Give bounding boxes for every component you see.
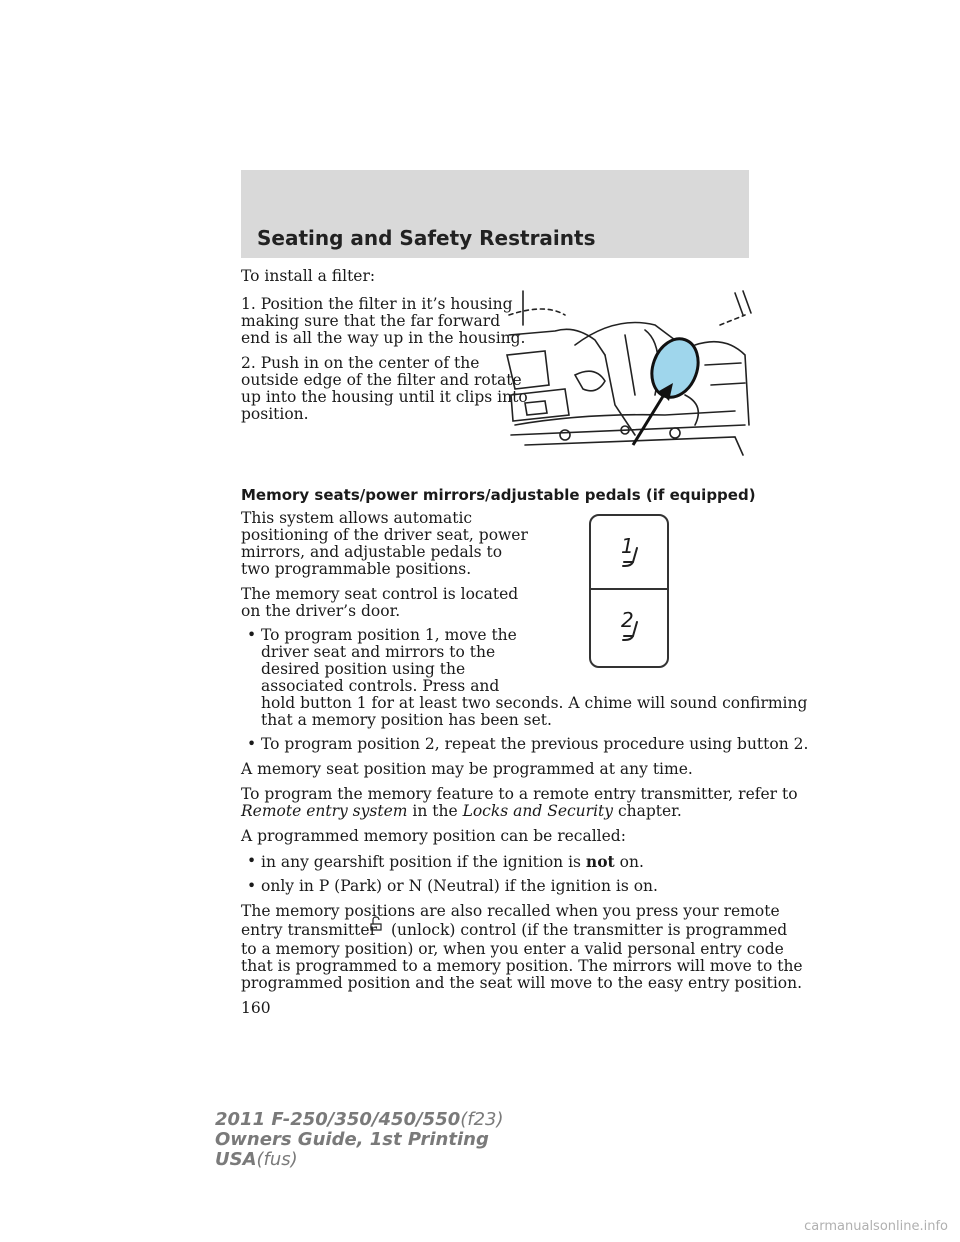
filter-step2-line2: outside edge of the filter and rotate xyxy=(241,371,522,389)
recall1-bold: not xyxy=(585,852,615,871)
cabin-filter-illustration xyxy=(505,285,757,465)
memory-p2-line2: on the driver’s door. xyxy=(241,602,401,620)
filter-step1-line2: making sure that the far forward xyxy=(241,312,501,330)
memory-p1-line4: two programmable positions. xyxy=(241,560,472,578)
memory-p6-line2a: entry transmitter xyxy=(241,921,377,939)
seat-icon xyxy=(621,620,643,644)
footer-market: USA xyxy=(215,1149,257,1170)
bullet1-line3: desired position using the xyxy=(261,660,466,678)
button-1-label: 1 xyxy=(621,534,634,558)
memory-p3: A memory seat position may be programmed at any time. xyxy=(241,760,693,778)
memory-p1-line2: positioning of the driver seat, power xyxy=(241,526,528,544)
memory-p6-line5: programmed position and the seat will move to the easy entry position. xyxy=(241,974,803,992)
remote-entry-link-text: Remote entry system xyxy=(241,802,408,820)
bullet1-line1: To program position 1, move the xyxy=(261,626,517,644)
memory-heading: Memory seats/power mirrors/adjustable pedals (if equipped) xyxy=(241,486,756,504)
memory-button-2[interactable] xyxy=(591,590,667,664)
seat-icon xyxy=(621,546,643,570)
locks-security-text: Locks and Security xyxy=(462,802,614,820)
memory-p2-line1: The memory seat control is located xyxy=(241,585,519,603)
footer-line-3 xyxy=(215,1150,298,1170)
recall-item-1 xyxy=(261,853,644,872)
memory-p5: A programmed memory position can be recalled: xyxy=(241,827,626,845)
filter-step2-line3: up into the housing until it clips into xyxy=(241,388,528,406)
bullet-marker: • xyxy=(247,852,257,870)
filter-step1-line3: end is all the way up in the housing. xyxy=(241,329,526,347)
watermark: carmanualsonline.info xyxy=(804,1219,948,1234)
recall1-post: on. xyxy=(614,853,644,871)
bullet-marker: • xyxy=(247,877,257,895)
filter-step2-line1: 2. Push in on the center of the xyxy=(241,354,480,372)
filter-intro: To install a filter: xyxy=(241,267,376,285)
bullet1-line5: hold button 1 for at least two seconds. A chime will sound confirming xyxy=(261,694,808,712)
memory-p4-line2 xyxy=(241,803,682,821)
filter-step2-line4: position. xyxy=(241,405,309,423)
page-number: 160 xyxy=(241,999,271,1017)
bullet-marker: • xyxy=(247,735,257,753)
bullet1-line4: associated controls. Press and xyxy=(261,677,500,695)
footer-line-1 xyxy=(215,1110,504,1130)
section-title: Seating and Safety Restraints xyxy=(257,226,596,250)
footer-model: 2011 F-250/350/450/550 xyxy=(215,1109,461,1130)
memory-p1-line1: This system allows automatic xyxy=(241,509,473,527)
bullet2-text: To program position 2, repeat the previous procedure using button 2. xyxy=(261,735,809,753)
footer-code: (f23) xyxy=(460,1109,504,1130)
memory-p6-line2b: (unlock) control (if the transmitter is programmed xyxy=(391,921,788,939)
filter-step1-line1: 1. Position the filter in it’s housing xyxy=(241,295,513,313)
recall-item-2: only in P (Park) or N (Neutral) if the ignition is on. xyxy=(261,877,658,895)
section-header xyxy=(241,170,749,258)
memory-seat-control xyxy=(589,514,669,668)
p4-mid: in the xyxy=(407,802,463,820)
button-2-label: 2 xyxy=(621,608,634,632)
bullet1-line6: that a memory position has been set. xyxy=(261,711,552,729)
memory-p1-line3: mirrors, and adjustable pedals to xyxy=(241,543,503,561)
memory-p6-line4: that is programmed to a memory position. The mirrors will move to the xyxy=(241,957,803,975)
footer-line-2: Owners Guide, 1st Printing xyxy=(215,1129,489,1150)
memory-p4-line1: To program the memory feature to a remote entry transmitter, refer to xyxy=(241,785,798,803)
bullet-marker: • xyxy=(247,626,257,644)
memory-button-1[interactable] xyxy=(591,516,667,588)
bullet1-line2: driver seat and mirrors to the xyxy=(261,643,496,661)
footer-market-code: (fus) xyxy=(256,1149,298,1170)
recall1-pre: in any gearshift position if the ignition is xyxy=(261,853,586,871)
unlock-icon xyxy=(368,916,386,932)
memory-p6-line1: The memory positions are also recalled when you press your remote xyxy=(241,902,780,920)
p4-end: chapter. xyxy=(613,802,682,820)
memory-p6-line3: to a memory position) or, when you enter a valid personal entry code xyxy=(241,940,784,958)
